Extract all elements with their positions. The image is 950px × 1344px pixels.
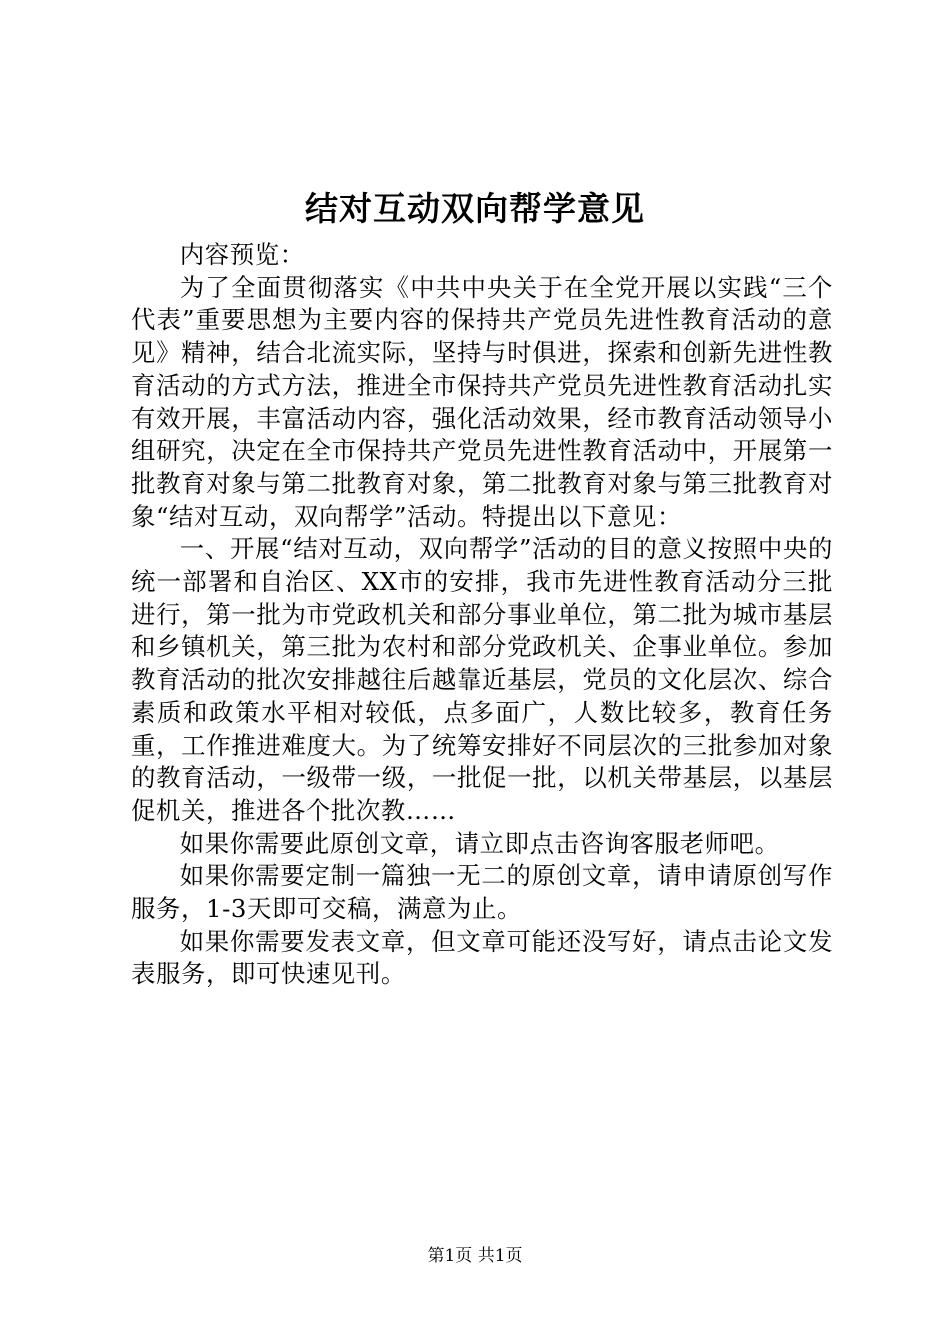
- page-number-footer: 第1页 共1页: [427, 1246, 523, 1266]
- paragraph-promo-custom: 如果你需要定制一篇独一无二的原创文章，请申请原创写作服务，1-3天即可交稿，满意为止。: [131, 861, 833, 924]
- document-body: [131, 239, 833, 991]
- paragraph-section-one: 一、开展“结对互动，双向帮学”活动的目的意义按照中央的统一部署和自治区、XX市的安排，我市先进性教育活动分三批进行，第一批为市党政机关和部分事业单位，第二批为城市基层和乡镇机关，第三批为农村和部分党政机关、企事业单位。参加教育活动的批次安排越往后越靠近基层，党员的文化层次、综合素质和政策水平相对较低，点多面广，人数比较多，教育任务重，工作推进难度大。为了统筹安排好不同层次的三批参加对象的教育活动，一级带一级，一批促一批，以机关带基层，以基层促机关，推进各个批次教……: [131, 534, 833, 825]
- document-title: 结对互动双向帮学意见: [305, 189, 645, 228]
- paragraph-promo-consult: 如果你需要此原创文章，请立即点击咨询客服老师吧。: [179, 828, 780, 858]
- paragraph-promo-publish: 如果你需要发表文章，但文章可能还没写好，请点击论文发表服务，即可快速见刊。: [131, 926, 833, 989]
- preview-label: 内容预览：: [179, 240, 305, 269]
- paragraph-intro: 为了全面贯彻落实《中共中央关于在全党开展以实践“三个代表”重要思想为主要内容的保持共产党员先进性教育活动的意见》精神，结合北流实际，坚持与时俱进，探索和创新先进性教育活动的方式方法，推进全市保持共产党员先进性教育活动扎实有效开展，丰富活动内容，强化活动效果，经市教育活动领导小组研究，决定在全市保持共产党员先进性教育活动中，开展第一批教育对象与第二批教育对象，第二批教育对象与第三批教育对象“结对互动，双向帮学”活动。特提出以下意见：: [131, 272, 833, 531]
